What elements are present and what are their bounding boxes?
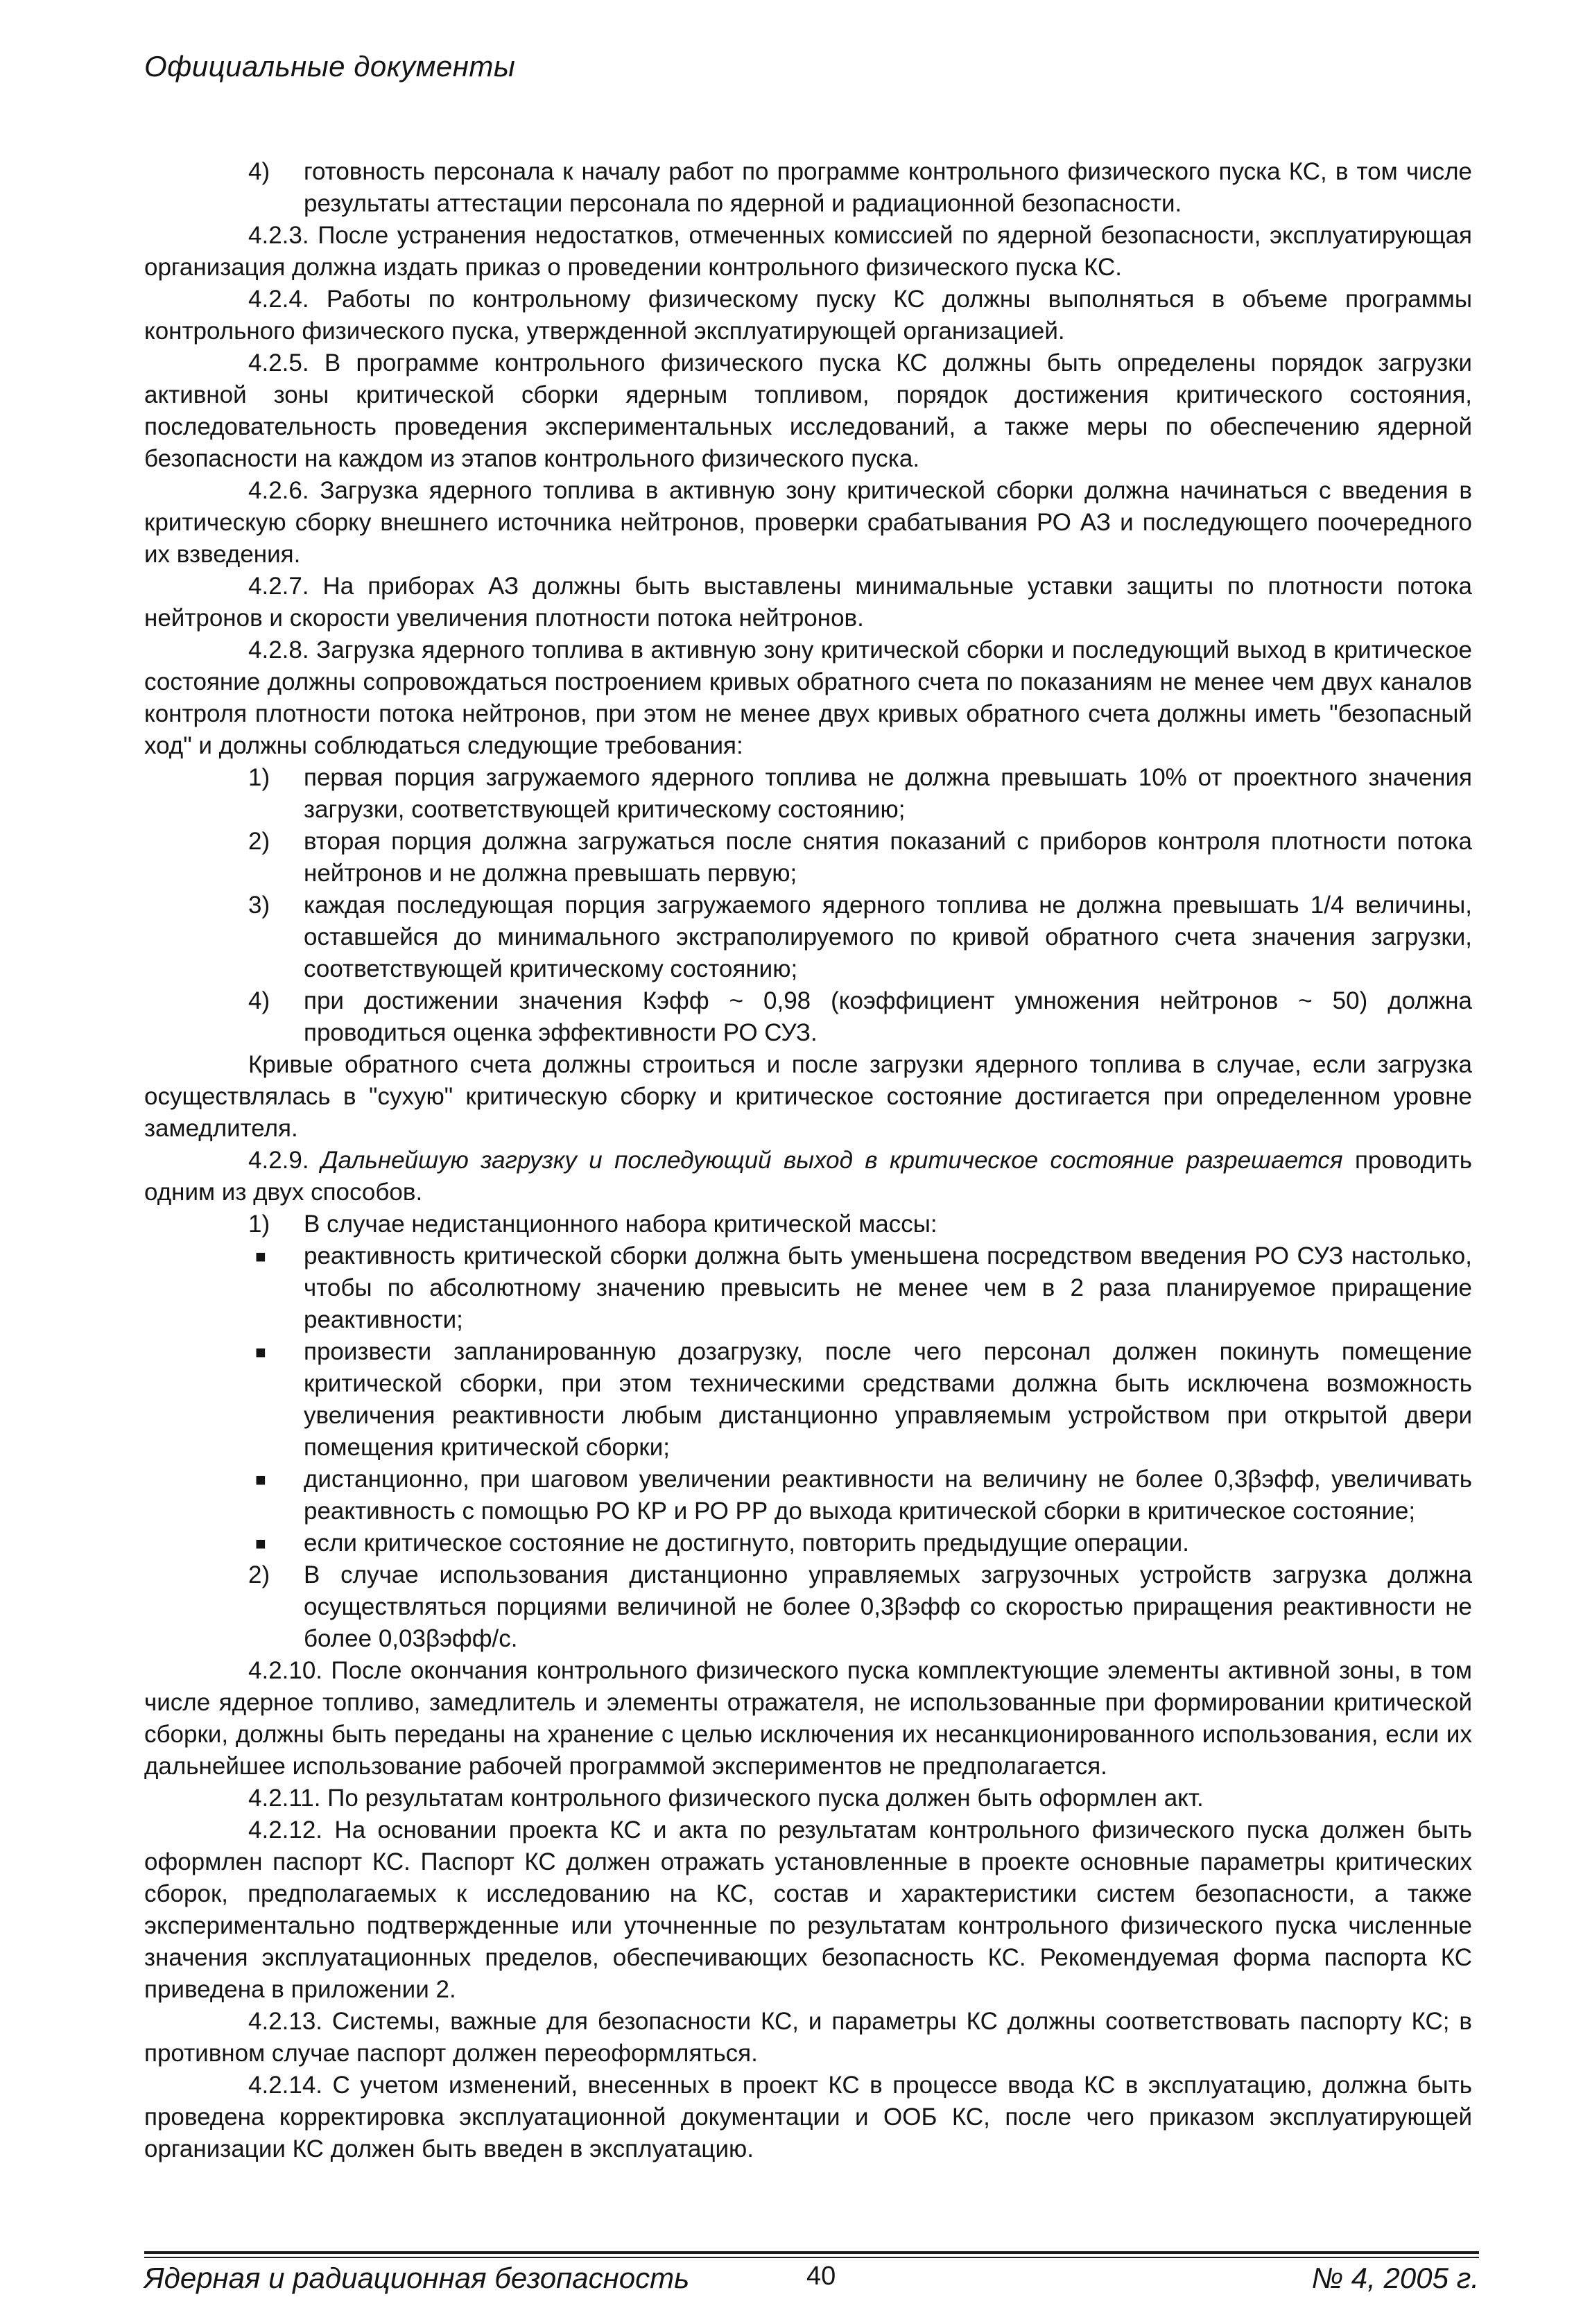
bullet-item bbox=[144, 1240, 1472, 1336]
list-item-text: при достижении значения Кэфф ~ 0,98 (коэффициент умножения нейтронов ~ 50) должна проводиться оценка эффективности РО СУЗ. bbox=[304, 987, 1472, 1046]
page-header-title: Официальные документы bbox=[144, 50, 516, 83]
page-footer bbox=[144, 2262, 1479, 2303]
list-item bbox=[144, 156, 1472, 220]
paragraph-curves: Кривые обратного счета должны строиться и после загрузки ядерного топлива в случае, если загрузка осуществлялась в "сухую" критическую сборку и критическое состояние достигается при определенном уровне замедлителя. bbox=[144, 1051, 1472, 1142]
bullet-text: реактивность критической сборки должна быть уменьшена посредством введения РО СУЗ настолько, чтобы по абсолютному значению превысить не менее чем в 2 раза планируемое приращение реактивности; bbox=[304, 1242, 1472, 1333]
list-item bbox=[144, 762, 1472, 826]
list-item-number: 1) bbox=[248, 764, 270, 791]
list-item bbox=[144, 890, 1472, 985]
list-item-number: 3) bbox=[248, 892, 270, 919]
bullet-square-icon: ■ bbox=[255, 1246, 266, 1267]
list-item-number: 4) bbox=[248, 158, 270, 185]
document-body bbox=[144, 156, 1472, 2165]
list-item-text: вторая порция должна загружаться после снятия показаний с приборов контроля плотности потока нейтронов и не должна превышать первую; bbox=[304, 828, 1472, 887]
paragraph-4-2-9-rest: проводить одним из двух способов. bbox=[144, 1147, 1473, 1206]
bullet-square-icon: ■ bbox=[255, 1469, 266, 1490]
footer-page-number: 40 bbox=[806, 2262, 836, 2291]
list-item bbox=[144, 1559, 1472, 1655]
footer-journal-title: Ядерная и радиационная безопасность bbox=[144, 2262, 690, 2294]
list-item-text: первая порция загружаемого ядерного топлива не должна превышать 10% от проектного значения загрузки, соответствующей критическому состоянию; bbox=[304, 764, 1472, 823]
paragraph-4-2-4: 4.2.4. Работы по контрольному физическому пуску КС должны выполняться в объеме программы контрольного физического пуска, утвержденной эксплуатирующей организацией. bbox=[144, 286, 1472, 345]
paragraph-4-2-3: 4.2.3. После устранения недостатков, отмеченных комиссией по ядерной безопасности, эксплуатирующая организация должна издать приказ о проведении контрольного физического пуска КС. bbox=[144, 222, 1472, 281]
list-item-text: В случае недистанционного набора критической массы: bbox=[304, 1211, 937, 1238]
paragraph-4-2-13: 4.2.13. Системы, важные для безопасности КС, и параметры КС должны соответствовать паспорту КС; в противном случае паспорт должен переоформляться. bbox=[144, 2008, 1472, 2067]
paragraph-4-2-12: 4.2.12. На основании проекта КС и акта по результатам контрольного физического пуска должен быть оформлен паспорт КС. Паспорт КС должен отражать установленные в проекте основные параметры критических сборок, предполагаемых к исследованию на КС, состав и характеристики систем безопасности, а также экспериментально подтвержденные или уточненные по результатам контрольного физического пуска численные значения эксплуатационных пределов, обеспечивающих безопасность КС. Рекомендуемая форма паспорта КС приведена в приложении 2. bbox=[144, 1816, 1472, 2003]
list-item-number: 1) bbox=[248, 1211, 270, 1238]
paragraph-4-2-10: 4.2.10. После окончания контрольного физического пуска комплектующие элементы активной зоны, в том числе ядерное топливо, замедлитель и элементы отражателя, не использованные при формировании критической сборки, должны быть переданы на хранение с целью исключения их несанкционированного использования, если их дальнейшее использование рабочей программой экспериментов не предполагается. bbox=[144, 1657, 1472, 1780]
paragraph-4-2-14: 4.2.14. С учетом изменений, внесенных в проект КС в процессе ввода КС в эксплуатацию, должна быть проведена корректировка эксплуатационной документации и ООБ КС, после чего приказом эксплуатирующей организации КС должен быть введен в эксплуатацию. bbox=[144, 2072, 1472, 2162]
paragraph-4-2-11: 4.2.11. По результатам контрольного физического пуска должен быть оформлен акт. bbox=[248, 1785, 1204, 1812]
bullet-square-icon: ■ bbox=[255, 1342, 266, 1362]
list-item-text: готовность персонала к началу работ по программе контрольного физического пуска КС, в том числе результаты аттестации персонала по ядерной и радиационной безопасности. bbox=[304, 158, 1472, 217]
bullet-item bbox=[144, 1336, 1472, 1464]
paragraph-4-2-9-number: 4.2.9. bbox=[248, 1147, 309, 1174]
bullet-item bbox=[144, 1527, 1472, 1559]
paragraph-4-2-9-italic: Дальнейшую загрузку и последующий выход в критическое состояние разрешается bbox=[320, 1147, 1343, 1174]
bullet-item bbox=[144, 1464, 1472, 1527]
paragraph-4-2-9 bbox=[144, 1145, 1472, 1208]
paragraph-4-2-8: 4.2.8. Загрузка ядерного топлива в активную зону критической сборки и последующий выход в критическое состояние должны сопровождаться построением кривых обратного счета по показаниям не менее чем двух каналов контроля плотности потока нейтронов, при этом не менее двух кривых обратного счета должны иметь "безопасный ход" и должны соблюдаться следующие требования: bbox=[144, 636, 1472, 759]
bullet-text: произвести запланированную дозагрузку, после чего персонал должен покинуть помещение критической сборки, при этом техническими средствами должна быть исключена возможность увеличения реактивности любым дистанционно управляемым устройством при открытой двери помещения критической сборки; bbox=[304, 1338, 1472, 1461]
paragraph-4-2-6: 4.2.6. Загрузка ядерного топлива в активную зону критической сборки должна начинаться с введения в критическую сборку внешнего источника нейтронов, проверки срабатывания РО АЗ и последующего поочередного их взведения. bbox=[144, 477, 1472, 568]
list-item-text: каждая последующая порция загружаемого ядерного топлива не должна превышать 1/4 величины, оставшейся до минимального экстраполируемого по кривой обратного счета значения загрузки, соответствующей критическому состоянию; bbox=[304, 892, 1472, 982]
paragraph-4-2-5: 4.2.5. В программе контрольного физического пуска КС должны быть определены порядок загрузки активной зоны критической сборки ядерным топливом, порядок достижения критического состояния, последовательность проведения экспериментальных исследований, а также меры по обеспечению ядерной безопасности на каждом из этапов контрольного физического пуска. bbox=[144, 349, 1472, 472]
bullet-text: если критическое состояние не достигнуто, повторить предыдущие операции. bbox=[304, 1529, 1189, 1556]
list-item bbox=[144, 985, 1472, 1049]
list-item-number: 4) bbox=[248, 987, 270, 1014]
footer-divider bbox=[144, 2257, 1479, 2258]
list-item-number: 2) bbox=[248, 828, 270, 855]
paragraph-4-2-7: 4.2.7. На приборах АЗ должны быть выставлены минимальные уставки защиты по плотности потока нейтронов и скорости увеличения плотности потока нейтронов. bbox=[144, 573, 1472, 632]
footer-divider bbox=[144, 2251, 1479, 2254]
footer-issue: № 4, 2005 г. bbox=[1311, 2262, 1479, 2294]
list-item-number: 2) bbox=[248, 1561, 270, 1588]
bullet-square-icon: ■ bbox=[255, 1533, 266, 1554]
list-item bbox=[144, 1208, 1472, 1240]
list-item bbox=[144, 826, 1472, 890]
bullet-text: дистанционно, при шаговом увеличении реактивности на величину не более 0,3βэфф, увеличивать реактивность с помощью РО КР и РО РР до выхода критической сборки в критическое состояние; bbox=[304, 1466, 1472, 1525]
list-item-text: В случае использования дистанционно управляемых загрузочных устройств загрузка должна осуществляться порциями величиной не более 0,3βэфф со скоростью приращения реактивности не более 0,03βэфф/с. bbox=[304, 1561, 1472, 1652]
